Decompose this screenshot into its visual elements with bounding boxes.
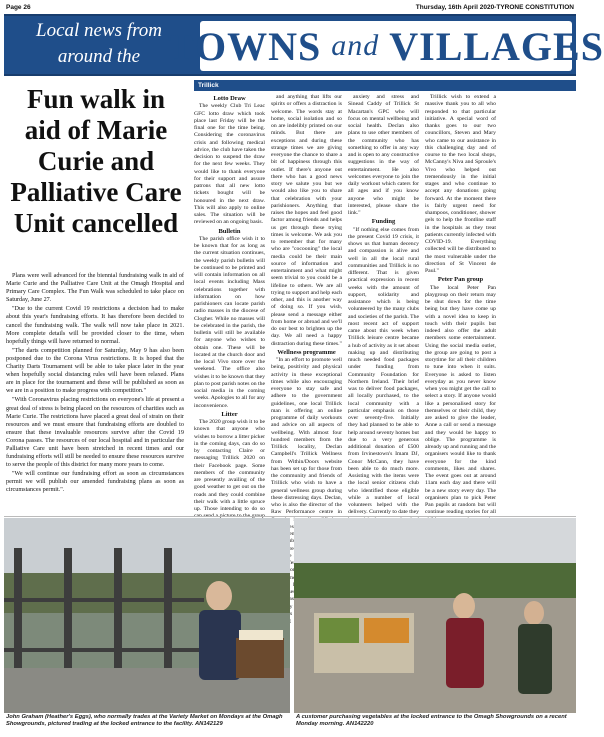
divider [4, 516, 576, 517]
subheading: Bulletin [218, 227, 241, 235]
title-villages: VILLAGES [389, 23, 604, 69]
photo-egg-stall [4, 518, 290, 713]
subheading: Funding [371, 218, 396, 226]
subheading: Litter [221, 410, 238, 418]
subheading: Lotto Draw [213, 95, 246, 102]
subheading: Peter Pan group [437, 276, 484, 284]
column-paragraph: The local Peter Pan playgroup on their return may be shut down for the time being but they have come up with a novel idea to keep in touch with their pupils but indeed also offer the adult members some entertainment. Using the social media outlet, the group are going to post a storytime for all their children to tune into when it suits. Everyone is asked to listen everyday as you never know when you might get the call to select a story. If anyone would like a personalised story for themselves or their child, they are asked to give the leader, Anne a call or send a message and they would be happy to oblige. The programme is already up and running and the organisers would like to thank everyone for the kind comments, likes and shares. The event goes out at around 11am each day and there will be a new story every day. The organisers plan to pick Peter Pan pupils at random but will continue reading stories for all [425, 284, 496, 516]
column-paragraph: "If nothing else comes from the present Covid 19 crisis, it shows us that human decency and compassion is alive and well in all the local rural communities and Trillick is no different. That is given practical expression in recent weeks with the amount of support, solidarity and assistance which is being volunteered by the many clubs and societies of the parish. The most recent act of support came about this week when Trillick leisure centre became a hub of activity as it set about making up and distributing much needed food packages under funding from Community Foundation for Northern Ireland. Their brief was to deliver food packages, all locally purchased, to the local community with a particular emphasis on those over seventy-five. Initially they had planned to be able to help around seventy homes but due to a very generous additional donation of £500 from Irvinestown's Imam DJ, Conor McCann, they have been able to do much more. Assisting with the items were the local senior citizens club who identified those eligible while a number of local volunteers helped with the delivery. Currently to date they [348, 226, 419, 516]
column-paragraph: anxiety and stress and Sinead Caddy of Trillick St Macartan's GPC who will focus on mental wellbeing and social health. Declan also plans to use other members of the community who has something to offer in any way and is open to any constructive suggestions in the way of entertainment. He also welcomes everyone to join the daily workout which caters for all ages and if you know anyone who might be interested, please share the link." [348, 94, 419, 216]
column-paragraph: The parish office wish it to be known that for as long as the current situation continues, the weekly parish bulletin will be continued to be printed and will contain information on all local events including Mass celebrations together with information on how parishioners can locate parish radio masses in the diocese of Clogher. While no masses will be celebrated in the parish, the bulletin will still be available for anyone who wishes to obtain one. These will be located at the church door and the local Vivo store over the weekend. The office also wishes it to be known that they plan to post parish notes on the social media in the coming weeks. Apologies to all for any inconvenience. [194, 235, 265, 409]
photo-caption-right: A customer purchasing vegetables at the locked entrance to the Omagh Showgrounds on a recent Monday morning. AN142220 [296, 714, 567, 727]
column-paragraph: The 2020 group wish it to be known that anyone who wishes to borrow a litter picker in the coming days, can do so by contacting Claire or messaging Trillick 2020 on their Facebook page. Some members of the community are presently availing of the good weather to get out on the roads and they could combine their walk with a little spruce up. Those intending to do so [194, 419, 265, 512]
column-paragraph: The weekly Club Tri Leac GFC lotto draw which took place last Friday will be the final one for the time being. Considering the coronavirus crisis and following medical advice, the club have taken the decision to suspend the draw for the next few weeks. They would like to thank everyone for their support and assure patrons that all new lotto tickets bought will be honoured in the next draw. This will also apply to online sales. The situation will be reviewed on an ongoing basis. [194, 103, 265, 226]
trillick-columns [194, 94, 576, 603]
column-3 [348, 94, 419, 514]
lead-paragraph: "With Coronavirus placing restrictions on everyone's life at present a great deal of stress is being placed on the resources of charities such as Marie Curie. The restrictions have placed a great deal of strain on their resources and we must ensure that fundraising efforts are doubled to ensure that these invaluable resources survive after the Covid 19 Corona passes. The resources of our local hospital and in particular the Palliative Care unit have been stretched in recent times and our fundraising efforts will still be needed to ensure these resources survive to serve the people of this district for many more years to come. [6, 396, 184, 469]
column-1 [194, 94, 265, 514]
photo-caption-left: John Graham (Heather's Eggs), who normally trades at the Variety Market on Mondays at the Omagh Showgrounds, pictured trading at the locked entrance to the facility. AN142129 [6, 714, 283, 727]
banner-title [168, 21, 604, 71]
column-4 [425, 94, 496, 514]
section-banner [4, 14, 604, 76]
lead-headline: Fun walk in aid of Marie Curie and Palliative Care Unit cancelled [10, 84, 182, 238]
tagline-line1: Local news from [36, 20, 162, 41]
dateline: Thursday, 16th April 2020-TYRONE CONSTITUTION [415, 3, 574, 11]
lead-paragraph: "We will continue our fundraising effort as soon as circumstances permit we will publish our amended fundraising plans as soon as circumstances permit.". [6, 470, 184, 494]
title-towns: TOWNS [168, 23, 322, 69]
column-2 [271, 94, 342, 603]
lead-paragraph: Plans were well advanced for the biennial fundraising walk in aid of Marie Curie and the Palliative Care Unit at the Omagh Hospital and Primary Care Complex. The Fun Walk was scheduled to take place on Saturday, June 27. [6, 272, 184, 304]
column-paragraph: Trillick wish to extend a massive thank you to all who responded to that particular initiative. A special word of thanks goes to our two councillors, Steven and Mary who came to our assistance in this challenging day and of course to the two local shops, McCanny's Niva and Sproule's Vivo who helped out tremendously in the initial stages and who continue to accept any donations going forward. At the moment there is fairly urgent need for shampoos, conditioner, shower gels to help the frontline staff in the hospitals as they treat patients currently infected with COVID-19. Everything collected will be distributed to the most vulnerable under the direction of St Vincent de Paul." [425, 94, 496, 274]
tagline-line2: around the [57, 46, 141, 67]
page-number: Page 26 [6, 3, 31, 11]
lead-paragraph: "Due to the current Covid 19 restrictions a decision had to make about this year's fundraising efforts. It has therefore been decided to cancel the fundraising walk. The walk will now take place in 2021. More complete details will be provided closer to the time, when hopefully things will have returned to normal. [6, 305, 184, 345]
subheading: Wellness programme [277, 348, 336, 356]
photo-vegetable-stall [294, 518, 576, 713]
lead-story-body [6, 272, 184, 496]
column-paragraph: and anything that lifts our spirits or offers a distraction is welcome. The words stay at home, social isolation and so on are indelibly printed on our minds. But there are exceptions and during these strange times we are giving everyone the chance to share a bit of happiness through this outlet. If there's anyone out there who has a good news story we salute you but we would also like you to share that celebration with your parishioners. Anything that raises the hopes and feel good factor among friends and helps us get through these trying times is welcome. We ask you to remember that for many who are "cocooning" the local media could be their main source of information and entertainment and what might seem trivial to you could be a lifeline to others. We are all trying to support and help each other, and this is another way of doing so. If you wish, please send a message either from home or abroad and we'll do our best to brighten up the day. We all need a happy distraction during these times." [271, 94, 342, 347]
page-header [0, 0, 580, 14]
banner-tagline [4, 18, 194, 74]
title-and: and [331, 29, 380, 62]
section-label: Trillick [194, 80, 576, 91]
lead-paragraph: "The darts competition planned for Saturday, May 9 has also been postponed due to the Corona Virus restrictions. It is hoped that the Charity Darts Tournament will be able to take place later in the year when hopefully social distancing rules will have been relaxed. Plans are in place for the tournament and these will be published as soon as we are in a position to make progress with competition." [6, 346, 184, 395]
column-paragraph: "In an effort to promote well being, positivity and physical activity in these exceptional times while also encouraging everyone to stay safe and adhere to the government guidelines, one local Trillick man is offering an online programme of daily workouts and advice on all aspects of wellbeing. With almost four hundred members from the Trillick locality, Declan Campbell's Trillick Wellness from Within/Doors website has been set up for those from the community and friends of Trillick who wish to have a general wellness group during these distressing days. Declan, who is also the director of the Raw Performance centre in these areas offering based [271, 357, 342, 603]
